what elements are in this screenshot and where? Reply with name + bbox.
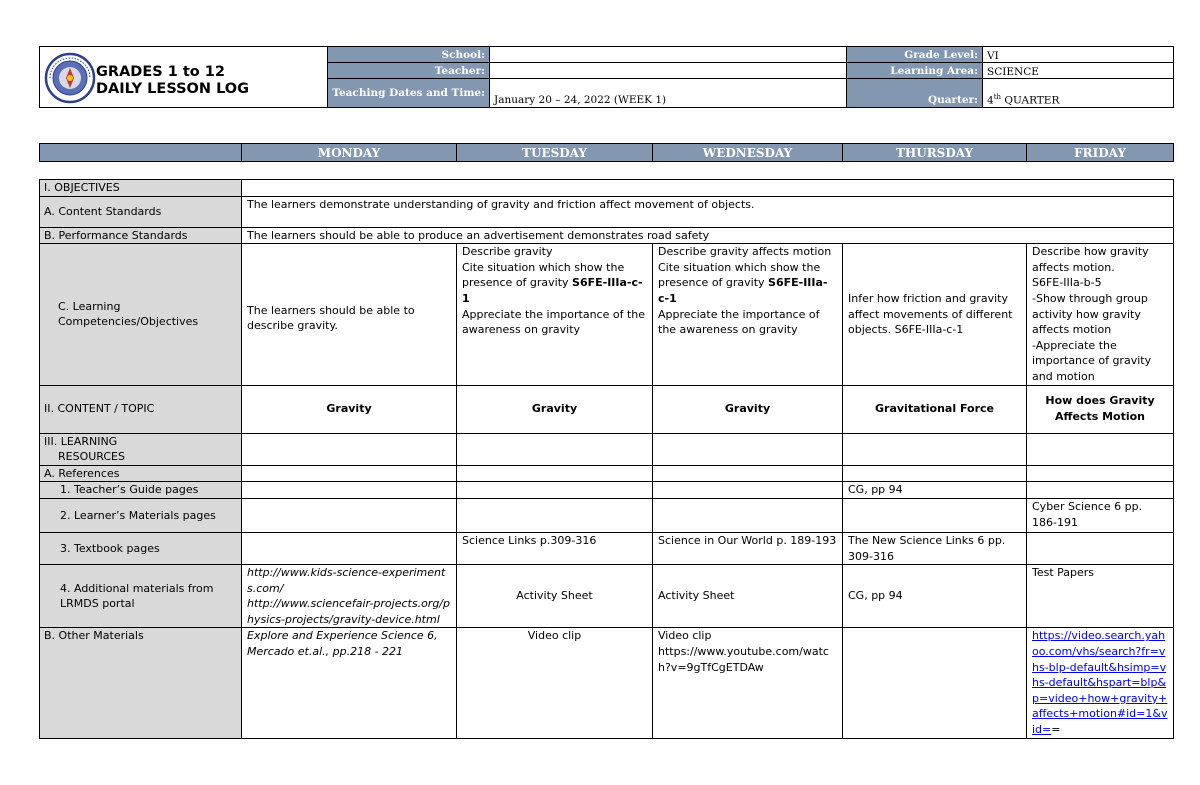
tg-wed [653, 482, 843, 499]
other-friday: https://video.search.yahoo.com/vhs/search?fr=vhs-blp-default&hsimp=vhs-default&hspart=blp&p=video+how+gravity+affects+motion#id=1&vid== [1027, 628, 1174, 738]
day-header-row [39, 143, 1174, 162]
tg-fri [1027, 482, 1174, 499]
topic-wednesday: Gravity [653, 385, 843, 433]
day-wednesday: WEDNESDAY [653, 144, 843, 162]
tb-thursday: The New Science Links 6 pp. 309-316 [843, 532, 1027, 564]
lm-tue [457, 498, 653, 532]
tb-tuesday: Science Links p.309-316 [457, 532, 653, 564]
additional-materials-label: 4. Additional materials from LRMDS portal [40, 565, 242, 628]
day-tuesday: TUESDAY [457, 144, 653, 162]
other-materials-label: B. Other Materials [40, 628, 242, 738]
content-standards-label: A. Content Standards [40, 196, 242, 227]
grade-level-field[interactable]: VI [983, 47, 1174, 63]
other-wednesday: Video clip https://www.youtube.com/watch?v=9gTfCgETDAw [653, 628, 843, 738]
additional-thursday: CG, pp 94 [843, 565, 1027, 628]
content-topic-label: II. CONTENT / TOPIC [40, 385, 242, 433]
learning-area-label: Learning Area: [847, 63, 983, 79]
resources-blank-thu [843, 433, 1027, 465]
other-tuesday: Video clip [457, 628, 653, 738]
topic-monday: Gravity [242, 385, 457, 433]
lesson-log-table [39, 179, 1174, 739]
teaching-dates-field[interactable]: January 20 – 24, 2022 (WEEK 1) [490, 79, 847, 108]
additional-friday: Test Papers [1027, 565, 1174, 628]
competency-monday: The learners should be able to describe gravity. [242, 244, 457, 385]
resources-blank-fri [1027, 433, 1174, 465]
additional-wednesday: Activity Sheet [653, 565, 843, 628]
topic-tuesday: Gravity [457, 385, 653, 433]
resources-blank-wed [653, 433, 843, 465]
competency-friday: Describe how gravity affects motion. S6FE-IIIa-b-5 -Show through group activity how gravity affects motion -Appreciate the importance of gravity and motion [1027, 244, 1174, 385]
resources-blank-tue [457, 433, 653, 465]
references-blank-thu [843, 465, 1027, 482]
competencies-label: C. Learning Competencies/Objectives [40, 244, 242, 385]
competency-tuesday: Describe gravity Cite situation which show the presence of gravity S6FE-IIIa-c-1 Appreciate the importance of the awareness on gravity [457, 244, 653, 385]
grade-level-label: Grade Level: [847, 47, 983, 63]
day-monday: MONDAY [242, 144, 457, 162]
resources-blank-mon [242, 433, 457, 465]
day-header-blank [40, 144, 242, 162]
title-block [40, 47, 328, 108]
lm-wed [653, 498, 843, 532]
references-blank-wed [653, 465, 843, 482]
competency-wednesday: Describe gravity affects motion Cite situation which show the presence of gravity S6FE-IIIa-c-1 Appreciate the importance of the awareness on gravity [653, 244, 843, 385]
quarter-field[interactable]: 4th QUARTER [983, 79, 1174, 108]
quarter-label: Quarter: [847, 79, 983, 108]
deped-seal-icon [44, 52, 96, 104]
tg-thursday: CG, pp 94 [843, 482, 1027, 499]
topic-thursday: Gravitational Force [843, 385, 1027, 433]
references-label: A. References [40, 465, 242, 482]
other-thu [843, 628, 1027, 738]
lm-thu [843, 498, 1027, 532]
additional-monday: http://www.kids-science-experiments.com/ http://www.sciencefair-projects.org/physics-projects/gravity-device.html [242, 565, 457, 628]
yahoo-video-link[interactable]: https://video.search.yahoo.com/vhs/search?fr=vhs-blp-default&hsimp=vhs-default&hspart=blp&p=video+how+gravity+affects+motion#id=1&vid= [1032, 629, 1168, 737]
school-field[interactable] [490, 47, 847, 63]
content-standards-value: The learners demonstrate understanding of gravity and friction affect movement of objects. [242, 196, 1174, 227]
teacher-label: Teacher: [328, 63, 490, 79]
header-table [39, 46, 1174, 108]
performance-standards-value: The learners should be able to produce an advertisement demonstrates road safety [242, 227, 1174, 244]
objectives-blank [242, 180, 1174, 197]
lm-friday: Cyber Science 6 pp. 186-191 [1027, 498, 1174, 532]
topic-friday: How does Gravity Affects Motion [1027, 385, 1174, 433]
references-blank-fri [1027, 465, 1174, 482]
tb-wednesday: Science in Our World p. 189-193 [653, 532, 843, 564]
teachers-guide-label: 1. Teacher’s Guide pages [40, 482, 242, 499]
day-thursday: THURSDAY [843, 144, 1027, 162]
other-monday: Explore and Experience Science 6, Mercado et.al., pp.218 - 221 [242, 628, 457, 738]
objectives-heading: I. OBJECTIVES [40, 180, 242, 197]
title-line-1: GRADES 1 to 12 [96, 64, 225, 80]
teaching-dates-label: Teaching Dates and Time: [328, 79, 490, 108]
title-line-2: DAILY LESSON LOG [96, 81, 250, 97]
references-blank-tue [457, 465, 653, 482]
tg-tue [457, 482, 653, 499]
school-label: School: [328, 47, 490, 63]
performance-standards-label: B. Performance Standards [40, 227, 242, 244]
additional-tuesday: Activity Sheet [457, 565, 653, 628]
tb-fri [1027, 532, 1174, 564]
competency-thursday: Infer how friction and gravity affect movements of different objects. S6FE-IIIa-c-1 [843, 244, 1027, 385]
day-friday: FRIDAY [1027, 144, 1174, 162]
learners-materials-label: 2. Learner’s Materials pages [40, 498, 242, 532]
learning-resources-heading: III. LEARNING RESOURCES [40, 433, 242, 465]
lm-mon [242, 498, 457, 532]
textbook-label: 3. Textbook pages [40, 532, 242, 564]
teacher-field[interactable] [490, 63, 847, 79]
learning-area-field[interactable]: SCIENCE [983, 63, 1174, 79]
references-blank-mon [242, 465, 457, 482]
tg-mon [242, 482, 457, 499]
tb-mon [242, 532, 457, 564]
